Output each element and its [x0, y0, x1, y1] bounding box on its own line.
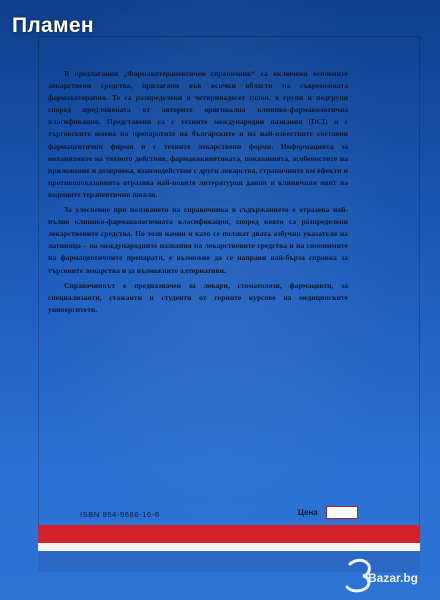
white-stripe — [38, 543, 420, 551]
paragraph-1: В предлагания „Фармакотерапевтичен справочник“ са включени основните лекарствени средства, прилагани във всички области на съвременната фармакотерапия. Те са разпределени в четиринадесет глави, в групи и подгрупи според предложената от авторите оригинална клинико-фармакологична класификация. Представени са с техните международни названия (DCI) и с търговските имена на препаратите на българските и на най-известните световни фармацевтични фирми и с техните лекарствени форми. Информацията за механизмите на тяхното действие, фармакокинетиката, показанията, особеностите на приложение и дозировка, взаимодействие с други лекарства, страничните им ефекти и противопоказанията отразява най-новите литературни данни и клиничния опит на водещите терапевтични школи. — [48, 69, 348, 199]
svg-text:Bazar.bg: Bazar.bg — [368, 571, 419, 585]
watermark-text: Пламен — [12, 14, 94, 37]
paragraph-2: За улеснение при ползването на справочника в съдържанието е отразена най-пълно клинико-фармакологичната класификация, според която са разпределени лекарствените средства. По този начин и като се ползват двата азбучни указателя на латиница – на международните названия на лекарствените средства и на синонимите на фармацевтичните препарати, е възможно да се направи най-бърза справка за търсените лекарства и за възможните алтернативи. — [48, 205, 348, 275]
isbn-label: ISBN 954-9666-16-6 — [80, 510, 160, 519]
annotation-text — [48, 68, 348, 319]
price-box — [326, 506, 358, 519]
red-stripe — [38, 525, 420, 543]
paragraph-3: Справочникът е предназначен за лекари, стоматолози, фармацевти, за специализанти, стажанти и студенти от горните курсове на медицинските университети. — [48, 280, 348, 314]
marketplace-logo-watermark — [336, 555, 434, 595]
price-label: Цена — [298, 508, 318, 517]
